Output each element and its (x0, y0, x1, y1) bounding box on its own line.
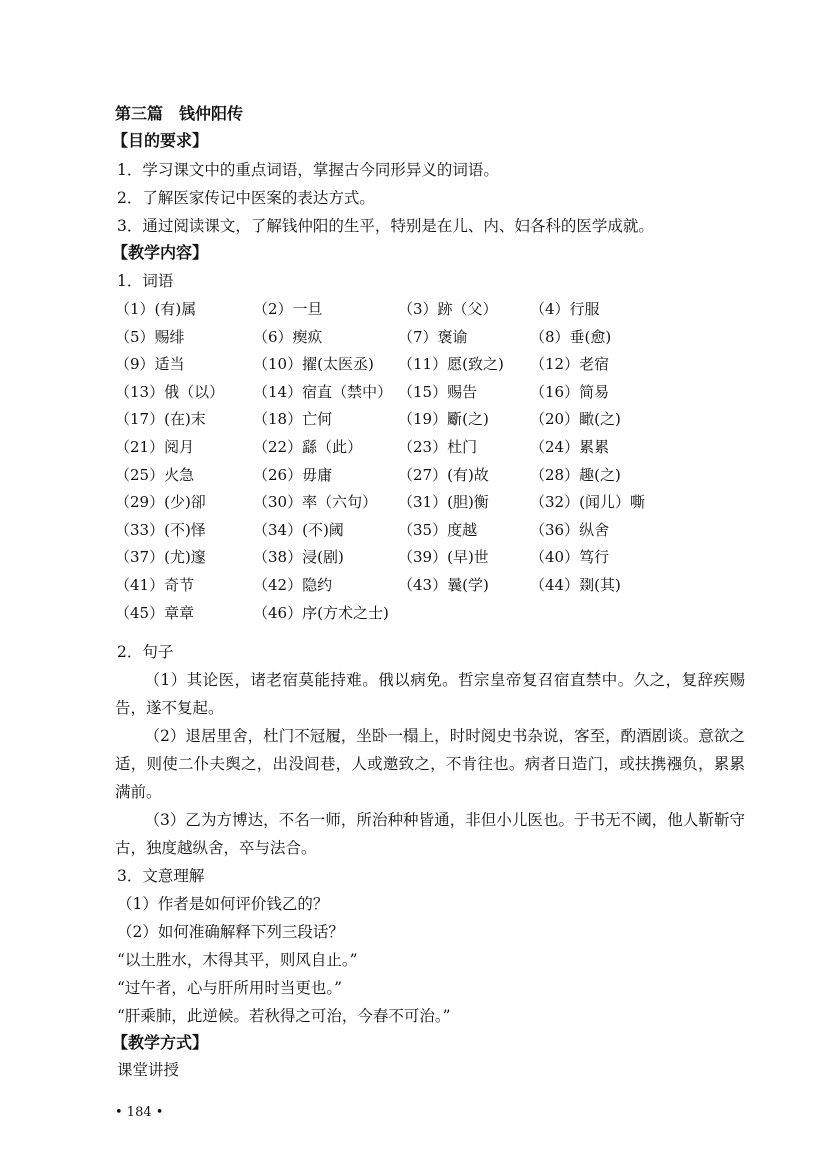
word-item: （16）简易 (530, 382, 610, 401)
word-row (115, 436, 755, 464)
word-item: （22）繇（此） (253, 437, 363, 456)
word-item: （17）(在)末 (115, 410, 206, 429)
word-row (115, 326, 755, 354)
word-item: （36）纵舍 (530, 520, 610, 539)
word-item: （33）(不)怿 (115, 520, 206, 539)
word-item: （44）剟(其) (530, 575, 621, 594)
word-item: （7）褒谕 (398, 327, 468, 346)
word-item: （19）斸(之) (398, 410, 489, 429)
sentence-paragraph: （3）乙为方博达，不名一师，所治种种皆通，非但小儿医也。于书无不阈，他人靳靳守古，独度越纵舍，卒与法合。 (115, 811, 745, 857)
word-item: （10）擢(太医丞) (253, 355, 374, 374)
word-item: （28）趣(之) (530, 465, 621, 484)
word-item: （30）率（六句） (253, 493, 378, 512)
word-item: （23）杜门 (398, 437, 478, 456)
objective-item: 3．通过阅读课文，了解钱仲阳的生平，特别是在儿、内、妇各科的医学成就。 (117, 217, 654, 235)
sentence-paragraph: （2）退居里舍，杜门不冠履，坐卧一榻上，时时阅史书杂说，客至，酌酒剧谈。意欲之适，则使二仆夫舆之，出没闾巷，人或邀致之，不肯往也。病者日造门，或扶携襁负，累累满前。 (115, 727, 745, 801)
word-item: （26）毋庸 (253, 465, 333, 484)
word-item: （35）度越 (398, 520, 478, 539)
word-row (115, 381, 755, 409)
word-item: （12）老宿 (530, 355, 610, 374)
word-row (115, 353, 755, 381)
word-row (115, 519, 755, 547)
word-item: （45）章章 (115, 603, 195, 622)
content-heading: 【教学内容】 (112, 243, 209, 262)
word-item: （13）俄（以） (115, 382, 225, 401)
word-row (115, 491, 755, 519)
word-item: （37）(尤)邃 (115, 548, 206, 567)
word-item: （39）(早)世 (398, 548, 489, 567)
word-item: （3）跡（父） (398, 300, 498, 318)
comprehension-item: （2）如何准确解释下列三段话？ (117, 923, 344, 941)
word-item: （25）火急 (115, 465, 195, 484)
word-item: （24）累累 (530, 437, 610, 456)
word-item: （18）亡何 (253, 410, 333, 429)
word-item: （15）赐告 (398, 382, 478, 401)
comprehension-item: （1）作者是如何评价钱乙的？ (117, 895, 329, 913)
word-item: （41）奇节 (115, 575, 195, 594)
word-item: （5）赐绯 (115, 327, 185, 346)
word-item: （42）隐约 (253, 575, 333, 594)
word-item: （9）适当 (115, 355, 185, 374)
word-row (115, 298, 755, 326)
word-item: （8）垂(愈) (530, 327, 612, 346)
word-item: （34）(不)阈 (253, 520, 344, 539)
method-text: 课堂讲授 (117, 1061, 180, 1079)
method-heading: 【教学方式】 (112, 1033, 209, 1052)
word-item: （2）一旦 (253, 300, 323, 318)
word-item: （20）瞰(之) (530, 410, 621, 429)
word-item: （38）浸(剧) (253, 548, 344, 567)
page-number: • 184 • (115, 1105, 164, 1120)
word-item: （4）行服 (530, 300, 600, 318)
objective-item: 1．学习课文中的重点词语，掌握古今同形异义的词语。 (117, 161, 499, 179)
word-item: （40）笃行 (530, 548, 610, 567)
word-item: （31）(胆)衡 (398, 493, 489, 512)
word-row (115, 546, 755, 574)
word-item: （27）(有)故 (398, 465, 489, 484)
quote-line: “肝乘肺，此逆候。若秋得之可治，今春不可治。” (117, 1007, 451, 1025)
sentences-heading: 2．句子 (117, 643, 174, 661)
chapter-title: 第三篇 钱仲阳传 (115, 104, 244, 123)
word-item: （32）(闻儿）嘶 (530, 493, 645, 512)
word-item: （43）曩(学) (398, 575, 489, 594)
objectives-heading: 【目的要求】 (112, 131, 209, 150)
word-item: （11）愿(致之) (398, 355, 504, 374)
word-item: （1）(有)属 (115, 300, 197, 318)
comprehension-heading: 3．文意理解 (117, 867, 205, 885)
word-row (115, 464, 755, 492)
word-item: （6）瘈疭 (253, 327, 323, 346)
words-heading: 1．词语 (117, 272, 174, 290)
sentence-paragraph: （1）其论医，诸老宿莫能持难。俄以病免。哲宗皇帝复召宿直禁中。久之，复辞疾赐告，遂不复起。 (115, 671, 745, 717)
word-item: （46）序(方术之士) (253, 603, 389, 622)
word-row (115, 408, 755, 436)
word-item: （14）宿直（禁中） (253, 382, 393, 401)
quote-line: “以土胜水，木得其平，则风自止。” (117, 951, 358, 969)
word-item: （21）阅月 (115, 437, 195, 456)
quote-line: “过午者，心与肝所用时当更也。” (117, 979, 343, 997)
word-row (115, 602, 755, 630)
word-item: （29）(少)卻 (115, 493, 206, 512)
word-row (115, 574, 755, 602)
word-list (115, 298, 755, 629)
objective-item: 2．了解医家传记中医案的表达方式。 (117, 189, 375, 207)
